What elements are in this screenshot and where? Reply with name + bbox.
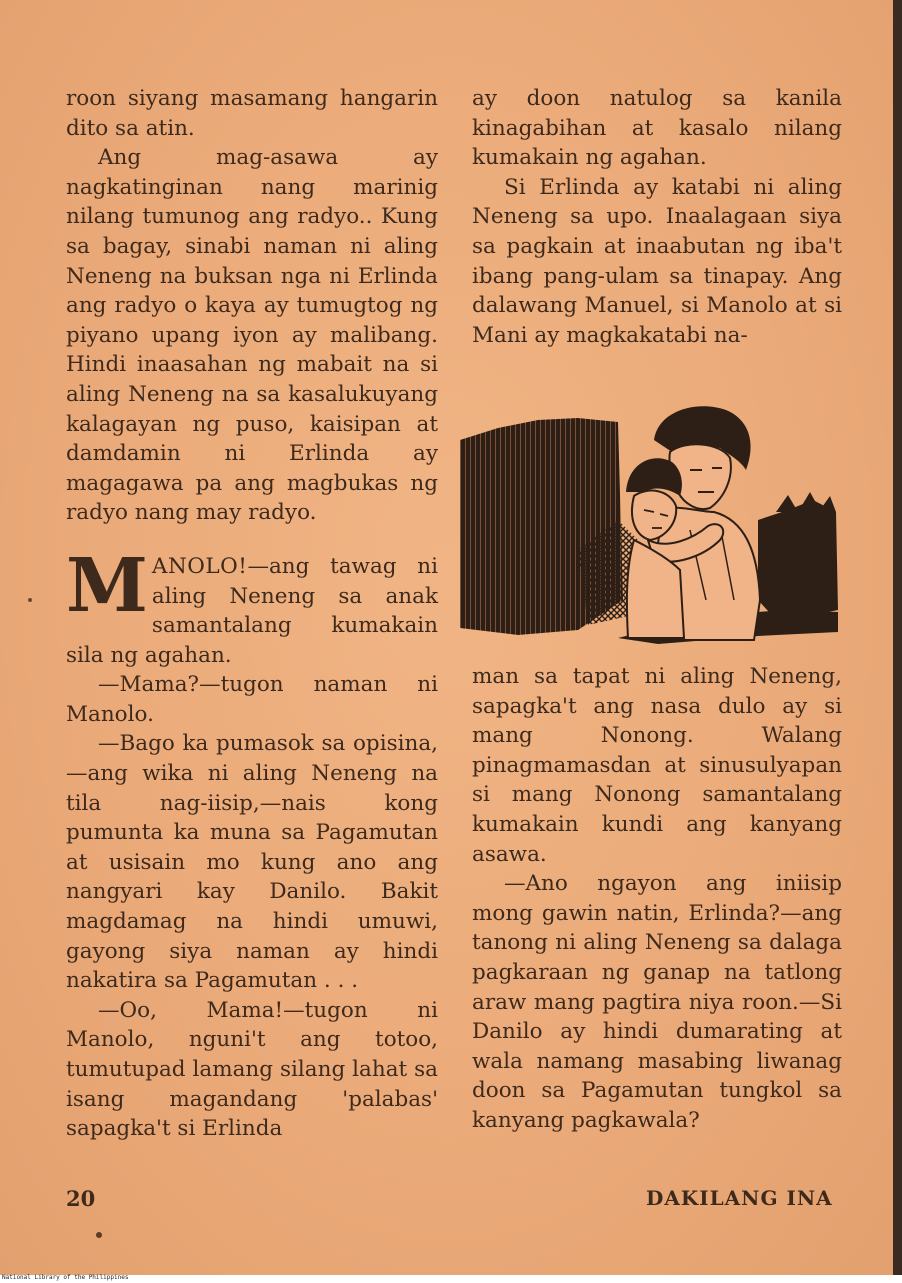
couple-embrace-illustration xyxy=(458,400,840,648)
ink-speck xyxy=(28,598,32,602)
page-number: 20 xyxy=(66,1186,96,1211)
scan-edge xyxy=(893,0,902,1275)
dropcap-paragraph xyxy=(66,542,438,670)
paragraph: —Mama?—tugon naman ni Manolo. xyxy=(66,672,438,727)
paragraph: man sa tapat ni aling Neneng, sapagka't ang nasa dulo ay si mang Nonong. Walang pinagmamasdan at sinusulyapan si mang Nonong samantalang kumakain kundi ang kanyang asawa. xyxy=(472,664,842,867)
paragraph: —Oo, Mama!—tugon ni Manolo, nguni't ang totoo, tumutupad lamang silang lahat sa isang magandang 'palabas' sapagka't si Erlinda xyxy=(66,997,438,1142)
paragraph: Si Erlinda ay katabi ni aling Neneng sa upo. Inaalagaan siya sa pagkain at inaabutan ng iba't ibang pang-ulam sa tinapay. Ang dalawang Manuel, si Manolo at si Mani ay magkakatabi na- xyxy=(472,174,842,348)
paragraph: ay doon natulog sa kanila kinagabihan at kasalo nilang kumakain ng agahan. xyxy=(472,86,842,171)
library-credit: National Library of the Philippines xyxy=(2,1274,129,1281)
dropcap-paragraph-text: —ang tawag ni aling Neneng sa anak samantalang kumakain sila ng agahan. xyxy=(66,553,438,668)
paragraph: Ang mag-asawa ay nagkatinginan nang marinig nilang tumunog ang radyo.. Kung sa bagay, sinabi naman ni aling Neneng na buksan nga ni Erlinda ang radyo o kaya ay tumugtog ng piyano upang iyon ay malibang. Hindi inaasahan ng mabait na si aling Neneng na sa kasalukuyang kalagayan ng puso, kaisipan at damdamin ni Erlinda ay magagawa pa ang magbukas ng radyo nang may radyo. xyxy=(66,145,438,526)
library-credit-strip xyxy=(0,1275,902,1283)
left-text-column xyxy=(66,84,438,1144)
running-title: DAKILANG INA xyxy=(646,1186,833,1210)
paragraph: roon siyang masamang hangarin dito sa atin. xyxy=(66,86,438,141)
right-text-column-top xyxy=(472,84,842,350)
drop-cap-letter: M xyxy=(66,542,148,629)
dropcap-caps-word: ANOLO! xyxy=(151,553,248,579)
paragraph: —Ano ngayon ang iniisip mong gawin natin, Erlinda?—ang tanong ni aling Neneng sa dalaga pagkaraan ng ganap na tatlong araw mang pagtira niya roon.—Si Danilo ay hindi dumarating at wala namang masabing liwanag doon sa Pagamutan tungkol sa kanyang pagkawala? xyxy=(472,871,842,1133)
ink-speck xyxy=(96,1232,102,1238)
right-text-column-bottom xyxy=(472,662,842,1136)
paragraph: —Bago ka pumasok sa opisina,—ang wika ni aling Neneng na tila nag-iisip,—nais kong pumunta ka muna sa Pagamutan at usisain mo kung ano ang nangyari kay Danilo. Bakit magdamag na hindi umuwi, gayong siya naman ay hindi nakatira sa Pagamutan . . . xyxy=(66,731,438,994)
